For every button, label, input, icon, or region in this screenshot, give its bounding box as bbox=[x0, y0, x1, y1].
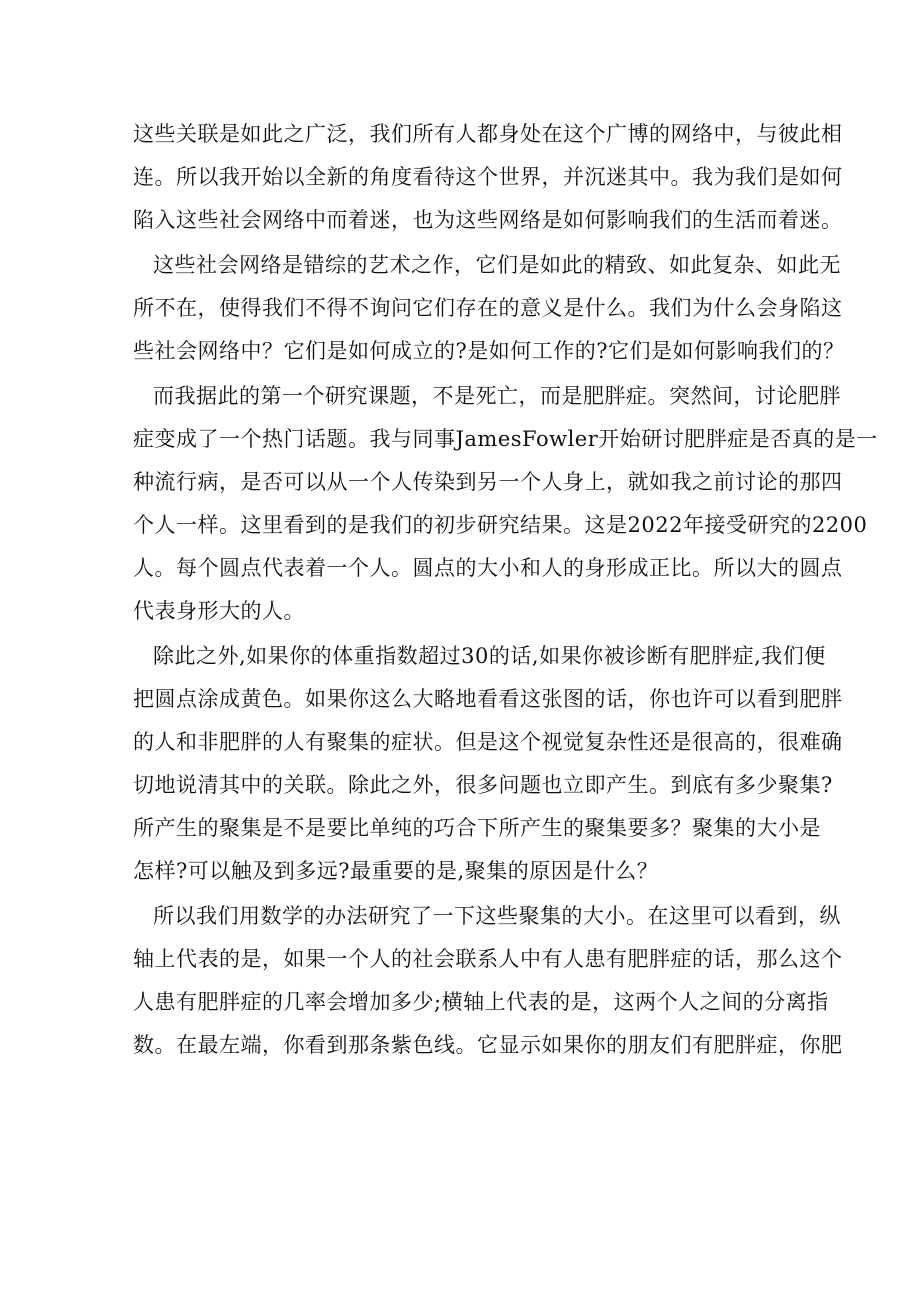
text-line: 所以我们用数学的办法研究了一下这些聚集的大小。在这里可以看到，纵 bbox=[153, 904, 841, 928]
text-line: 人。每个圆点代表着一个人。圆点的大小和人的身形成正比。所以大的圆点 bbox=[133, 556, 843, 580]
text-line: 种流行病，是否可以从一个人传染到另一个人身上，就如我之前讨论的那四 bbox=[133, 470, 843, 494]
paragraph bbox=[133, 895, 843, 1067]
text-line: 轴上代表的是，如果一个人的社会联系人中有人患有肥胖症的话，那么这个 bbox=[133, 947, 843, 971]
paragraph bbox=[133, 244, 845, 373]
paragraph bbox=[133, 635, 843, 893]
text-line: 这些关联是如此之广泛，我们所有人都身处在这个广博的网络中，与彼此相 bbox=[133, 122, 843, 146]
text-line: 个人一样。这里看到的是我们的初步研究结果。这是2022年接受研究的2200 bbox=[133, 513, 868, 537]
text-line: 所不在，使得我们不得不询问它们存在的意义是什么。我们为什么会身陷这 bbox=[133, 296, 843, 320]
text-line: 的人和非肥胖的人有聚集的症状。但是这个视觉复杂性还是很高的，很难确 bbox=[133, 730, 843, 754]
text-line: 所产生的聚集是不是要比单纯的巧合下所产生的聚集要多？聚集的大小是 bbox=[133, 816, 821, 840]
text-line: 这些社会网络是错综的艺术之作，它们是如此的精致、如此复杂、如此无 bbox=[153, 253, 841, 277]
text-line: 怎样?可以触及到多远?最重要的是,聚集的原因是什么？ bbox=[133, 859, 659, 883]
text-line: 人患有肥胖症的几率会增加多少;横轴上代表的是，这两个人之间的分离指 bbox=[133, 990, 829, 1014]
text-line: 症变成了一个热门话题。我与同事JamesFowler开始研讨肥胖症是否真的是一 bbox=[133, 427, 878, 451]
text-line: 陷入这些社会网络中而着迷，也为这些网络是如何影响我们的生活而着迷。 bbox=[133, 208, 843, 232]
paragraph bbox=[133, 113, 843, 242]
text-line: 除此之外,如果你的体重指数超过30的话,如果你被诊断有肥胖症,我们便 bbox=[153, 644, 826, 668]
paragraph bbox=[133, 375, 878, 633]
text-line: 些社会网络中？它们是如何成立的?是如何工作的?它们是如何影响我们的？ bbox=[133, 339, 845, 363]
text-line: 把圆点涂成黄色。如果你这么大略地看看这张图的话，你也许可以看到肥胖 bbox=[133, 687, 843, 711]
text-line: 代表身形大的人。 bbox=[133, 599, 305, 623]
text-line: 而我据此的第一个研究课题，不是死亡，而是肥胖症。突然间，讨论肥胖 bbox=[153, 384, 841, 408]
text-line: 切地说清其中的关联。除此之外，很多问题也立即产生。到底有多少聚集? bbox=[133, 773, 833, 797]
text-line: 数。在最左端，你看到那条紫色线。它显示如果你的朋友们有肥胖症，你肥 bbox=[133, 1033, 843, 1057]
document-body bbox=[133, 113, 878, 1067]
text-line: 连。所以我开始以全新的角度看待这个世界，并沉迷其中。我为我们是如何 bbox=[133, 165, 843, 189]
